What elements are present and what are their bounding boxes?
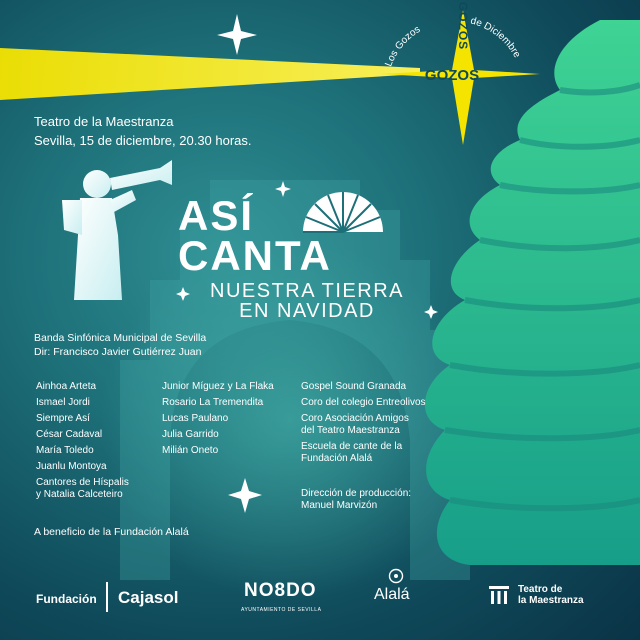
band-name: Banda Sinfónica Municipal de Sevilla bbox=[34, 332, 207, 344]
artist-item: María Toledo bbox=[36, 445, 94, 456]
nodo-subtitle: AYUNTAMIENTO DE SEVILLA bbox=[241, 607, 322, 613]
angel-icon bbox=[62, 160, 172, 300]
venue-date: Sevilla, 15 de diciembre, 20.30 horas. bbox=[34, 133, 252, 148]
teatro-columns-icon bbox=[488, 584, 510, 606]
subtitle-line2: EN NAVIDAD bbox=[239, 300, 375, 322]
artist-item: Ainhoa Arteta bbox=[36, 381, 97, 392]
artist-item: Juanlu Montoya bbox=[36, 461, 107, 472]
sponsor-footer bbox=[0, 562, 640, 640]
artists-column-3 bbox=[301, 379, 426, 465]
artist-item: Rosario La Tremendita bbox=[162, 397, 264, 408]
artist-item: Gospel Sound Granada bbox=[301, 381, 407, 392]
subtitle bbox=[176, 281, 438, 321]
band-info bbox=[34, 331, 206, 359]
teatro-logo-line1: Teatro de bbox=[518, 584, 563, 595]
light-beam bbox=[0, 48, 420, 100]
artist-item: Cantores de Híspalis bbox=[36, 477, 129, 488]
sponsor-divider bbox=[106, 582, 108, 612]
artist-item: Siempre Así bbox=[36, 413, 90, 424]
subtitle-line1: NUESTRA TIERRA bbox=[210, 280, 404, 302]
title-line2: CANTA bbox=[178, 232, 332, 279]
title bbox=[178, 192, 332, 279]
production-credit bbox=[301, 488, 411, 512]
title-line1: ASÍ bbox=[178, 192, 255, 239]
benefit-note: A beneficio de la Fundación Alalá bbox=[34, 526, 189, 538]
alala-logo: Alalá bbox=[374, 586, 410, 603]
artist-item: Julia Garrido bbox=[162, 429, 219, 440]
artist-item: Coro Asociación Amigos bbox=[301, 413, 409, 424]
band-director: Dir: Francisco Javier Gutiérrez Juan bbox=[34, 346, 202, 358]
fundacion-label: Fundación bbox=[36, 592, 97, 606]
artist-item: Lucas Paulano bbox=[162, 413, 229, 424]
alala-flower-icon bbox=[388, 568, 404, 584]
svg-text:de Diciembre bbox=[469, 16, 522, 61]
svg-text:Los Gozos bbox=[383, 24, 422, 68]
cajasol-logo: Cajasol bbox=[118, 588, 179, 607]
nodo-logo: NO8DO bbox=[244, 580, 317, 601]
stamp-horizontal: GOZOS bbox=[424, 67, 480, 84]
artist-item: Coro del colegio Entreolivos bbox=[301, 397, 426, 408]
venue-info bbox=[34, 112, 252, 150]
stamp-arc-top: Los Gozos bbox=[383, 24, 423, 69]
artists-column-1 bbox=[36, 379, 129, 501]
stamp-arc-right: de Diciembre bbox=[469, 15, 523, 60]
teatro-logo bbox=[518, 584, 584, 606]
production-label: Dirección de producción: bbox=[301, 488, 412, 499]
venue-name: Teatro de la Maestranza bbox=[34, 114, 174, 129]
sparkle-icon-top bbox=[217, 14, 257, 55]
artist-item: César Cadaval bbox=[36, 429, 103, 440]
stamp-vertical: GOZOS bbox=[456, 1, 470, 51]
artist-item: Milián Oneto bbox=[162, 445, 219, 456]
gozos-stamp bbox=[370, 0, 540, 150]
artist-item: Fundación Alalá bbox=[301, 453, 373, 464]
teatro-logo-line2: la Maestranza bbox=[518, 595, 584, 606]
artist-item: Junior Míguez y La Flaka bbox=[162, 381, 274, 392]
artist-item: Escuela de cante de la bbox=[301, 441, 403, 452]
artist-item: del Teatro Maestranza bbox=[301, 425, 400, 436]
artist-item: Ismael Jordi bbox=[36, 397, 90, 408]
production-name: Manuel Marvizón bbox=[301, 500, 378, 511]
artist-item: y Natalia Calceteiro bbox=[36, 489, 123, 500]
artists-column-2 bbox=[162, 379, 274, 459]
